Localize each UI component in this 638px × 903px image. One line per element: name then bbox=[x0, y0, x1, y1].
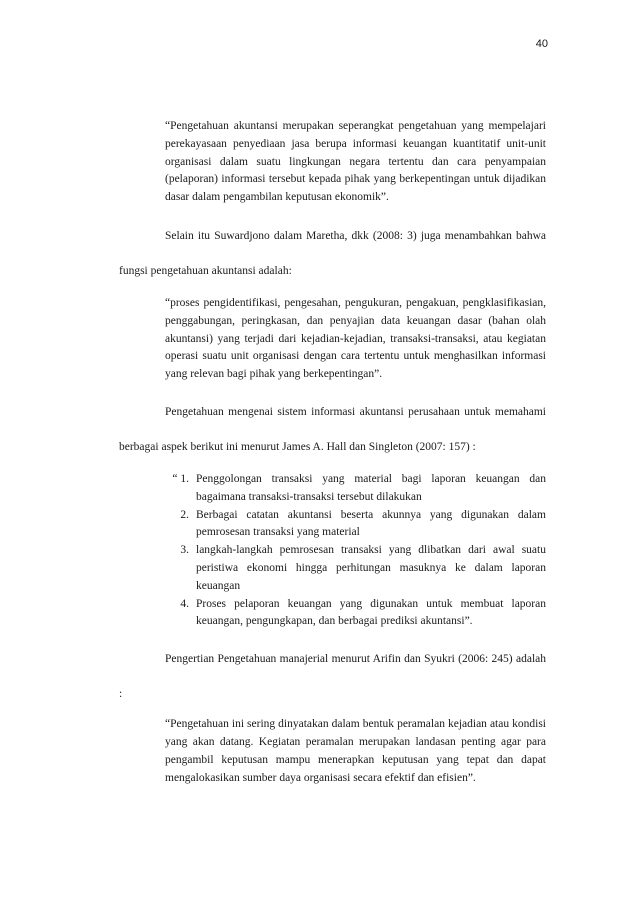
paragraph-text: Pengetahuan mengenai sistem informasi akuntansi perusahaan untuk memahami berbagai aspek berikut ini menurut James A. Hall dan Singleton (2007: 157) : bbox=[119, 405, 546, 453]
document-body bbox=[119, 118, 546, 787]
block-quote-accounting-function: “proses pengidentifikasi, pengesahan, pengukuran, pengakuan, pengklasifikasian, penggabungan, peringkasan, dan penyajian data keuangan dasar (bahan olah akuntansi) yang terjadi dari kejadian-kejadian, transaksi-transaksi, atau kegiatan operasi suatu unit organisasi dengan cara tertentu untuk menghasilkan informasi yang relevan bagi pihak yang berkepentingan”. bbox=[165, 296, 546, 381]
numbered-quote-list bbox=[165, 471, 546, 631]
list-item-number: 2. bbox=[180, 508, 189, 521]
paragraph-text: Selain itu Suwardjono dalam Maretha, dkk (2008: 3) juga menambahkan bahwa fungsi pengetahuan akuntansi adalah: bbox=[119, 229, 546, 277]
paragraph-suwardjono bbox=[119, 219, 546, 289]
list-item bbox=[165, 507, 546, 543]
paragraph-arifin-syukri bbox=[119, 642, 546, 712]
list-item-text: Berbagai catatan akuntansi beserta akunnya yang digunakan dalam pemrosesan transaksi yang material bbox=[196, 508, 546, 539]
list-item bbox=[165, 471, 546, 507]
page-number: 40 bbox=[535, 38, 548, 50]
paragraph-hall-singleton bbox=[119, 395, 546, 465]
paragraph-text: Pengertian Pengetahuan manajerial menurut Arifin dan Syukri (2006: 245) adalah : bbox=[119, 653, 546, 701]
block-quote-accounting-knowledge: “Pengetahuan akuntansi merupakan seperangkat pengetahuan yang mempelajari perekayasaan penyediaan jasa berupa informasi keuangan kuantitatif unit-unit organisasi dalam suatu lingkungan negara tertentu dan cara penyampaian (pelaporan) informasi tersebut kepada pihak yang berkepentingan untuk dijadikan dasar dalam pengambilan keputusan ekonomik”. bbox=[165, 120, 546, 204]
block-quote-managerial-knowledge: “Pengetahuan ini sering dinyatakan dalam bentuk peramalan kejadian atau kondisi yang akan datang. Kegiatan peramalan merupakan landasan penting agar para pengambil keputusan mampu menerapkan keputusan yang tepat dan dapat mengalokasikan sumber daya organisasi secara efektif dan efisien”. bbox=[165, 718, 546, 784]
list-item-text: langkah-langkah pemrosesan transaksi yang dlibatkan dari awal suatu peristiwa ekonomi hingga perhitungan masuknya ke dalam laporan keuangan bbox=[196, 544, 546, 592]
list-item-text: Proses pelaporan keuangan yang digunakan untuk membuat laporan keuangan, pengungkapan, dan berbagai prediksi akuntansi”. bbox=[196, 597, 546, 628]
list-item-text: Penggolongan transaksi yang material bagi laporan keuangan dan bagaimana transaksi-transaksi tersebut dilakukan bbox=[196, 472, 546, 503]
list-item bbox=[165, 542, 546, 595]
list-item bbox=[165, 596, 546, 632]
list-item-number: “ 1. bbox=[172, 472, 189, 485]
list-item-number: 3. bbox=[180, 544, 189, 557]
list-item-number: 4. bbox=[180, 597, 189, 610]
